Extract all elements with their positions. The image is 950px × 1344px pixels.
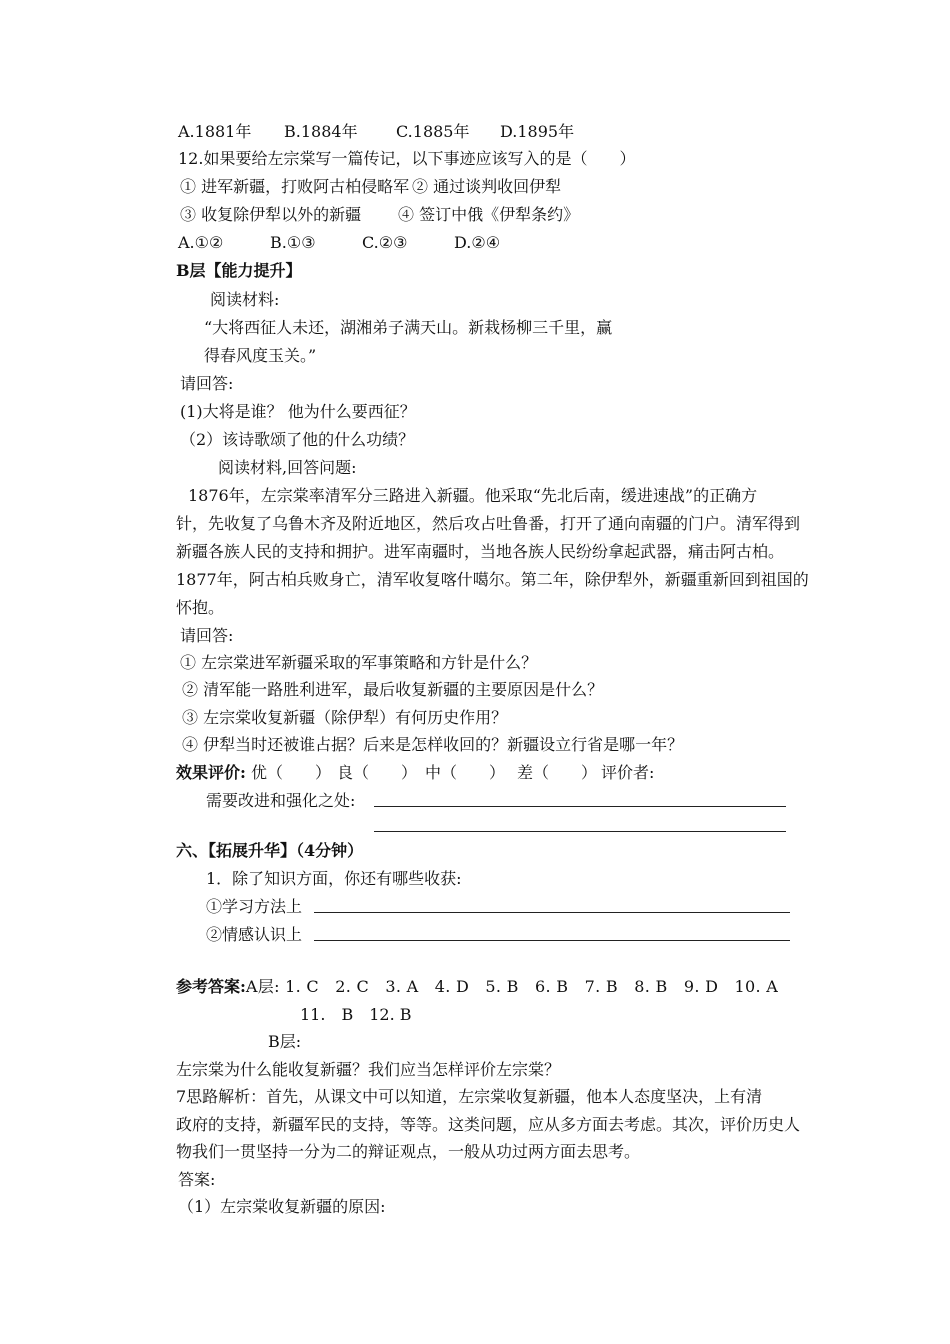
emotion-line[interactable] — [314, 940, 790, 941]
grade-average: 中（ ） — [425, 763, 506, 782]
q12-option-d: D.②④ — [454, 233, 501, 252]
grade-good: 良（ ） — [337, 763, 418, 782]
b-question-2: （2）该诗歌颂了他的什么功绩？ — [180, 430, 415, 449]
improve-line-1[interactable] — [374, 806, 786, 807]
q12-item-1: ① 进军新疆，打败阿古柏侵略军 — [180, 177, 410, 196]
sub-question-1: ① 左宗棠进军新疆采取的军事策略和方针是什么？ — [180, 653, 538, 672]
poem-line-2: 得春风度玉关。” — [204, 346, 317, 365]
poem-line-1: “大将西征人未还，湖湘弟子满天山。新栽杨柳三千里，赢 — [204, 318, 613, 337]
q12-option-a: A.①② — [178, 233, 224, 252]
q12-item-4: ④ 签订中俄《伊犁条约》 — [398, 205, 580, 224]
passage-line-1: 1876年，左宗棠率清军分三路进入新疆。他采取“先北后南，缓进速战”的正确方 — [188, 486, 758, 505]
passage-line-5: 怀抱。 — [176, 598, 225, 617]
method-line[interactable] — [314, 912, 790, 913]
evaluation-label: 效果评价: — [176, 763, 246, 782]
answer-line-1: （1）左宗棠收复新疆的原因: — [178, 1197, 386, 1216]
q12-options — [178, 232, 500, 254]
b-layer-heading: B层【能力提升】 — [176, 261, 302, 280]
q12-option-c: C.②③ — [362, 233, 408, 252]
sub-question-4: ④ 伊犁当时还被谁占据？后来是怎样收回的？新疆设立行省是哪一年？ — [182, 735, 684, 754]
q11-option-b: B.1884年 — [284, 122, 358, 141]
answers-a-line-1: A层: 1. C 2. C 3. A 4. D 5. B 6. B 7. B 8. B 9. D 10. A — [245, 977, 779, 996]
evaluator-label: 评价者: — [601, 763, 655, 782]
b-read-label-2: 阅读材料,回答问题: — [218, 458, 357, 477]
answers-row-1 — [176, 976, 778, 998]
q11-option-c: C.1885年 — [396, 122, 470, 141]
emotion-label: ②情感认识上 — [206, 925, 303, 944]
answer-label: 答案: — [178, 1170, 216, 1189]
analysis-line-1: 7思路解析：首先，从课文中可以知道，左宗棠收复新疆，他本人态度坚决，上有清 — [176, 1087, 763, 1106]
answers-a-line-2: 11. B 12. B — [300, 1005, 412, 1024]
sub-question-2: ② 清军能一路胜利进军，最后收复新疆的主要原因是什么？ — [182, 680, 604, 699]
passage-line-2: 针，先收复了乌鲁木齐及附近地区，然后攻占吐鲁番，打开了通向南疆的门户。清军得到 — [176, 514, 801, 533]
q12-stem: 12.如果要给左宗棠写一篇传记，以下事迹应该写入的是（ ） — [178, 149, 636, 168]
extension-question: 1．除了知识方面，你还有哪些收获: — [206, 869, 462, 888]
grade-excellent: 优（ ） — [251, 763, 332, 782]
grade-poor: 差（ ） — [517, 763, 598, 782]
method-label: ①学习方法上 — [206, 897, 303, 916]
q12-item-3: ③ 收复除伊犁以外的新疆 — [180, 205, 362, 224]
q12-items-row1 — [180, 176, 561, 198]
q11-option-a: A.1881年 — [178, 122, 252, 141]
q11-options — [178, 121, 574, 143]
b-answer-prompt-2: 请回答: — [180, 626, 234, 645]
answers-label: 参考答案: — [176, 977, 246, 996]
b-question-1: (1)大将是谁？ 他为什么要西征？ — [180, 402, 416, 421]
extension-heading: 六、【拓展升华】（4分钟） — [176, 841, 364, 860]
q12-option-b: B.①③ — [270, 233, 316, 252]
analysis-line-2: 政府的支持，新疆军民的支持，等等。这类问题，应从多方面去考虑。其次，评价历史人 — [176, 1115, 801, 1134]
b-read-label: 阅读材料: — [210, 290, 280, 309]
answers-b-label: B层: — [268, 1032, 302, 1051]
q12-items-row2 — [180, 204, 579, 226]
passage-line-4: 1877年，阿古柏兵败身亡，清军收复喀什噶尔。第二年，除伊犁外，新疆重新回到祖国的 — [176, 570, 809, 589]
sub-question-3: ③ 左宗棠收复新疆（除伊犁）有何历史作用？ — [182, 708, 508, 727]
q11-option-d: D.1895年 — [500, 122, 575, 141]
passage-line-3: 新疆各族人民的支持和拥护。进军南疆时，当地各族人民纷纷拿起武器，痛击阿古柏。 — [176, 542, 785, 561]
q12-item-2: ② 通过谈判收回伊犁 — [412, 177, 562, 196]
b-answer-prompt: 请回答: — [180, 374, 234, 393]
improve-line-2[interactable] — [374, 831, 786, 832]
improve-label: 需要改进和强化之处: — [206, 791, 356, 810]
answers-question: 左宗棠为什么能收复新疆？我们应当怎样评价左宗棠？ — [176, 1060, 561, 1079]
analysis-line-3: 物我们一贯坚持一分为二的辩证观点，一般从功过两方面去思考。 — [176, 1142, 641, 1161]
evaluation-row — [176, 762, 654, 784]
